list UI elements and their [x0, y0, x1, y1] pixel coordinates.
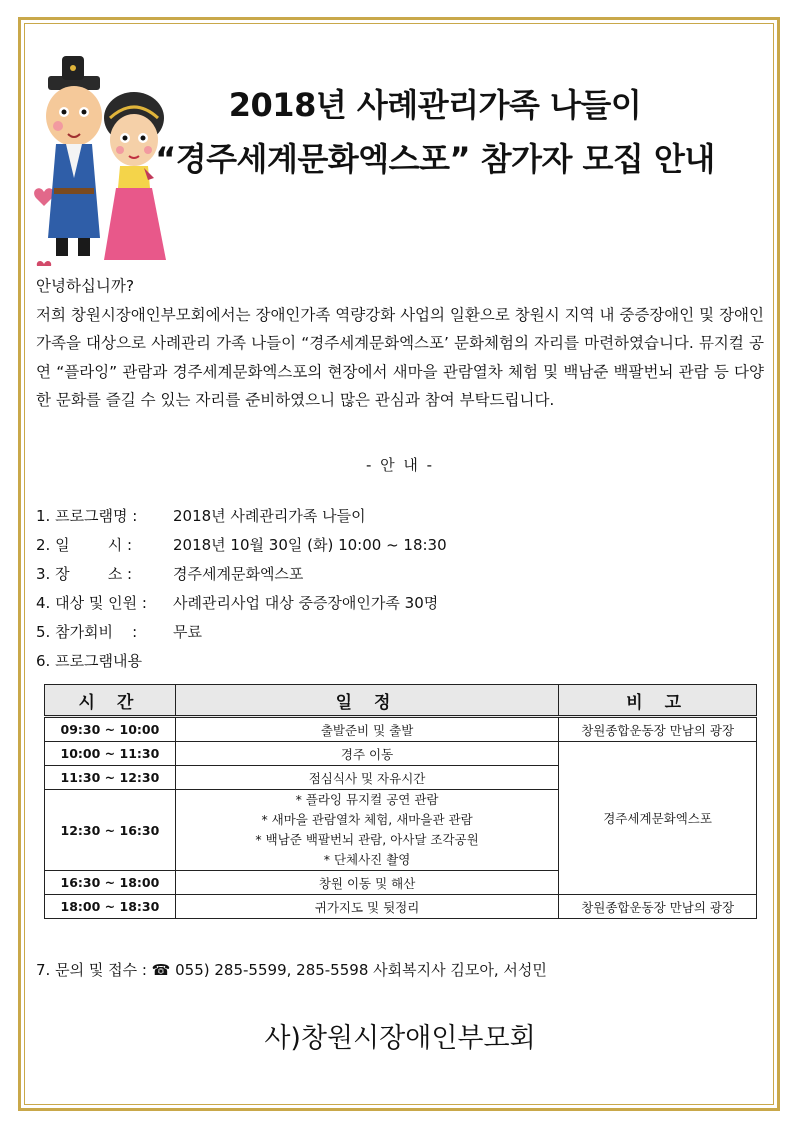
- info-label: 4. 대상 및 인원 :: [36, 594, 147, 612]
- header-time: 시 간: [45, 685, 176, 717]
- info-item-fee: [36, 618, 447, 647]
- time-cell: 12:30 ~ 16:30: [45, 790, 176, 871]
- table-row: [45, 895, 757, 919]
- activity-cell: 창원 이동 및 해산: [175, 871, 558, 895]
- organization-name: 사)창원시장애인부모회: [264, 1023, 536, 1054]
- contact-label: 7. 문의 및 접수 :: [36, 961, 147, 979]
- contact-line: [36, 959, 547, 980]
- activity-cell: 점심식사 및 자유시간: [175, 766, 558, 790]
- info-value: 무료: [173, 623, 202, 641]
- note-cell: 창원종합운동장 만남의 광장: [559, 895, 757, 919]
- activity-cell: 귀가지도 및 뒷정리: [175, 895, 558, 919]
- info-value: 2018년 10월 30일 (화) 10:00 ~ 18:30: [173, 536, 447, 554]
- activity-line: * 새마을 관람열차 체험, 새마을관 관람: [261, 812, 473, 827]
- header-note: 비 고: [559, 685, 757, 717]
- title-line-1: 2018년 사례관리가족 나들이: [228, 86, 642, 124]
- time-cell: 09:30 ~ 10:00: [45, 717, 176, 742]
- info-item-program-name: [36, 502, 447, 531]
- info-label: 5. 참가회비 :: [36, 623, 138, 641]
- activity-cell-multi: [175, 790, 558, 871]
- note-cell: 경주세계문화엑스포: [559, 742, 757, 895]
- info-value: 사례관리사업 대상 중증장애인가족 30명: [173, 594, 439, 612]
- contact-text: 055) 285-5599, 285-5598 사회복지사 김모아, 서성민: [175, 961, 547, 979]
- activity-line: * 단체사진 촬영: [323, 852, 411, 867]
- schedule-table: [44, 684, 757, 919]
- greeting: 안녕하십니까?: [36, 277, 135, 295]
- info-item-datetime: [36, 531, 447, 560]
- info-item-program-content: [36, 647, 447, 676]
- table-row: [45, 717, 757, 742]
- info-label: 6. 프로그램내용: [36, 652, 143, 670]
- time-cell: 10:00 ~ 11:30: [45, 742, 176, 766]
- info-label: 3. 장 소 :: [36, 565, 133, 583]
- activity-line: * 백남준 백팔번뇌 관람, 아사달 조각공원: [255, 832, 479, 847]
- section-heading: - 안 내 -: [365, 456, 435, 474]
- table-header-row: [45, 685, 757, 717]
- header-activity: 일 정: [175, 685, 558, 717]
- phone-icon: ☎: [151, 961, 171, 979]
- activity-cell: 경주 이동: [175, 742, 558, 766]
- intro-body: 저희 창원시장애인부모회에서는 장애인가족 역량강화 사업의 일환으로 창원시 지역 내 중증장애인 및 장애인가족을 대상으로 사례관리 가족 나들이 “경주세계문화엑스포’ 문화체험의 자리를 마련하였습니다. 뮤지컬 공연 “플라잉” 관람과 경주세계문화엑스포의 현장에서 새마을 관람열차 체험 및 백남준 백팔번뇌 관람 등 다양한 문화를 즐길 수 있는 자리를 준비하였으니 많은 관심과 참여 부탁드립니다.: [36, 305, 764, 409]
- time-cell: 18:00 ~ 18:30: [45, 895, 176, 919]
- note-cell: 창원종합운동장 만남의 광장: [559, 717, 757, 742]
- info-value: 경주세계문화엑스포: [173, 565, 304, 583]
- info-label: 1. 프로그램명 :: [36, 507, 138, 525]
- time-cell: 16:30 ~ 18:00: [45, 871, 176, 895]
- activity-cell: 출발준비 및 출발: [175, 717, 558, 742]
- table-row: [45, 742, 757, 766]
- info-list: [36, 502, 447, 676]
- title-line-2: “경주세계문화엑스포” 참가자 모집 안내: [155, 140, 715, 178]
- info-value: 2018년 사례관리가족 나들이: [173, 507, 366, 525]
- intro-paragraph: [36, 272, 764, 415]
- info-item-location: [36, 560, 447, 589]
- info-label: 2. 일 시 :: [36, 536, 133, 554]
- activity-line: * 플라잉 뮤지컬 공연 관람: [295, 792, 439, 807]
- info-item-target: [36, 589, 447, 618]
- time-cell: 11:30 ~ 12:30: [45, 766, 176, 790]
